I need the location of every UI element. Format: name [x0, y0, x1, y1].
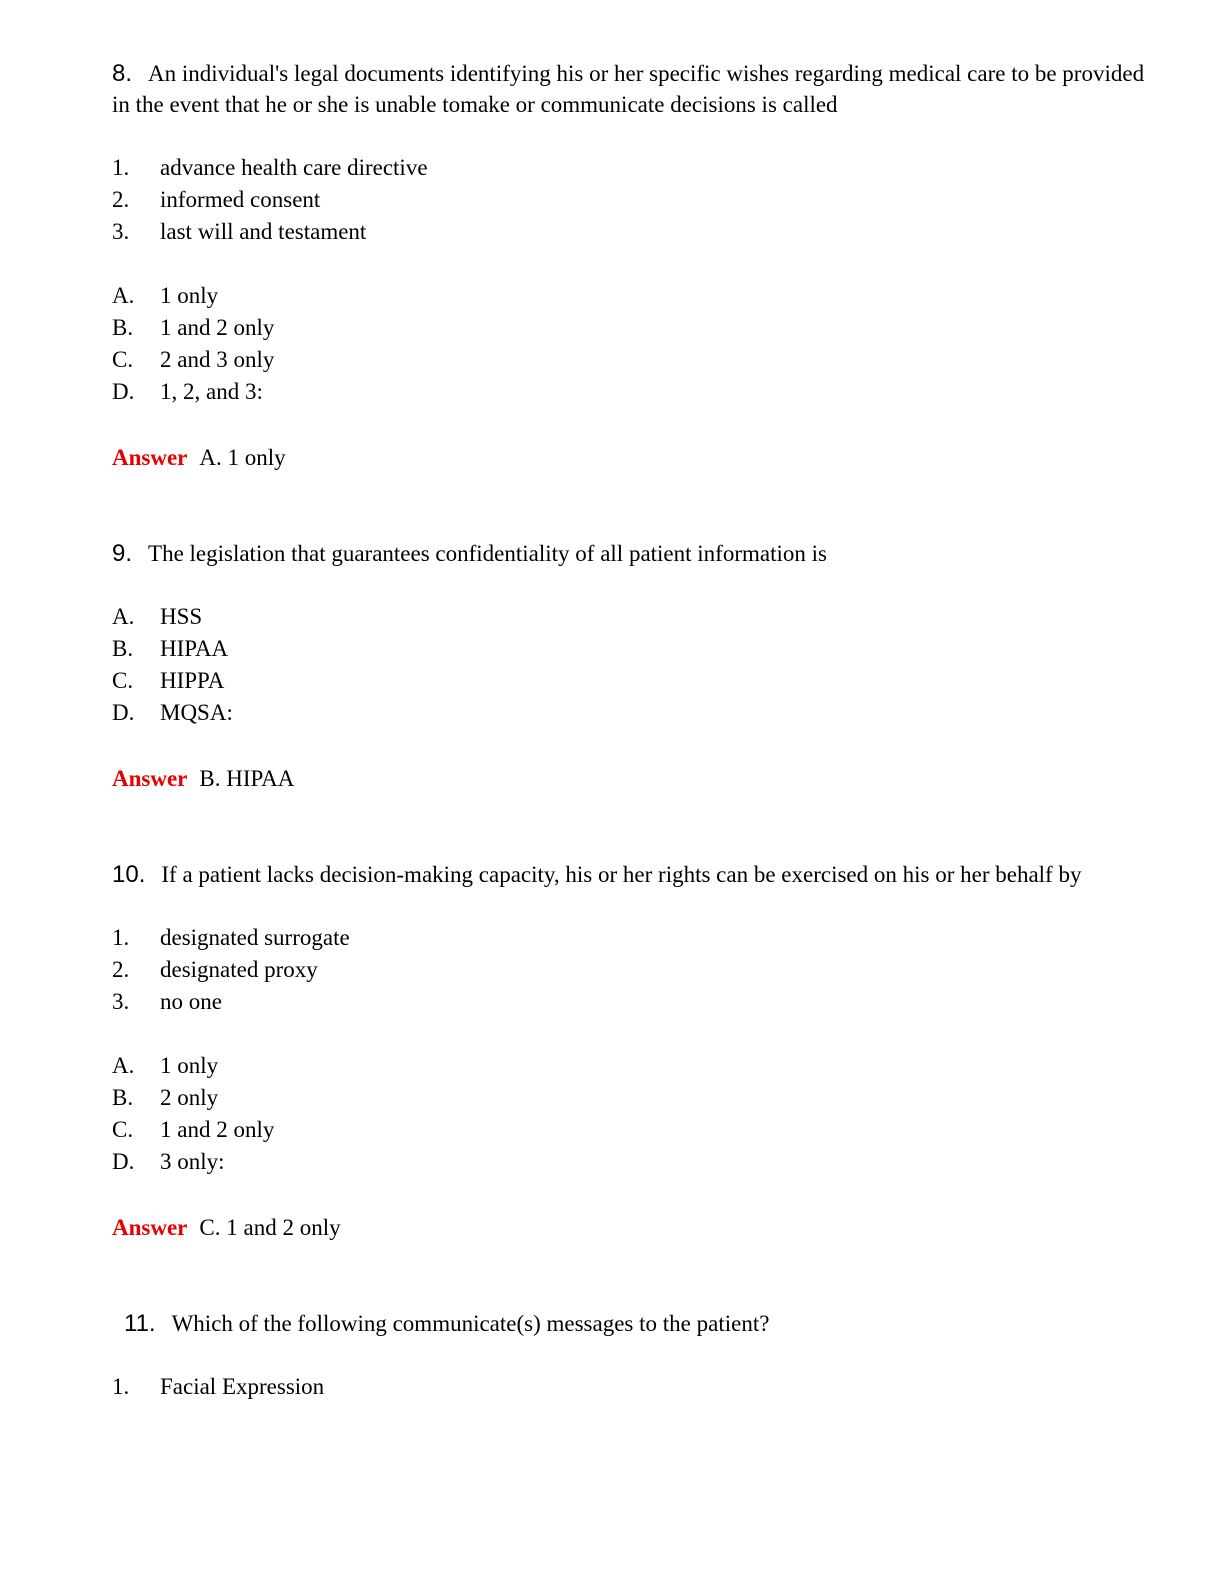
choice-label: C. — [112, 1117, 134, 1142]
choice-label: B. — [112, 1085, 134, 1110]
question-11 — [112, 1308, 1154, 1403]
item-label: 1. — [112, 155, 130, 180]
item-text: no one — [160, 989, 222, 1014]
choice-label: B. — [112, 315, 134, 340]
question-text: Which of the following communicate(s) messages to the patient? — [171, 1311, 770, 1336]
choice-item — [112, 312, 1154, 344]
choice-item — [112, 1082, 1154, 1114]
question-number: 11. — [124, 1310, 156, 1337]
answer-label: Answer — [112, 1215, 188, 1240]
answer-line — [112, 1212, 1154, 1244]
answer-label: Answer — [112, 445, 188, 470]
choice-text: 1, 2, and 3: — [160, 379, 263, 404]
choice-item — [112, 697, 1154, 729]
choice-label: A. — [112, 283, 135, 308]
question-number: 10. — [112, 861, 146, 888]
answer-line — [112, 442, 1154, 474]
item-label: 1. — [112, 925, 130, 950]
choice-text: 1 and 2 only — [160, 315, 275, 340]
choice-list — [112, 1050, 1154, 1178]
answer-text: C. 1 and 2 only — [199, 1215, 341, 1240]
item-text: Facial Expression — [160, 1374, 325, 1399]
choice-text: 1 only — [160, 1053, 219, 1078]
answer-text: A. 1 only — [199, 445, 286, 470]
numbered-item-list — [112, 1371, 1154, 1403]
choice-item — [112, 633, 1154, 665]
choice-item — [112, 1050, 1154, 1082]
question-heading — [112, 859, 1152, 890]
answer-line — [112, 763, 1154, 795]
choice-list — [112, 280, 1154, 408]
choice-text: 1 and 2 only — [160, 1117, 275, 1142]
item-text: designated surrogate — [160, 925, 350, 950]
list-item — [112, 152, 1154, 184]
list-item — [112, 184, 1154, 216]
choice-item — [112, 1114, 1154, 1146]
question-heading — [112, 538, 1152, 569]
answer-text: B. HIPAA — [199, 766, 295, 791]
item-label: 3. — [112, 219, 130, 244]
item-text: designated proxy — [160, 957, 318, 982]
item-label: 2. — [112, 957, 130, 982]
choice-label: C. — [112, 347, 134, 372]
list-item — [112, 1371, 1154, 1403]
item-text: advance health care directive — [160, 155, 428, 180]
list-item — [112, 922, 1154, 954]
question-number: 8. — [112, 60, 133, 87]
choice-label: C. — [112, 668, 134, 693]
choice-text: 1 only — [160, 283, 219, 308]
list-item — [112, 954, 1154, 986]
choice-text: MQSA: — [160, 700, 233, 725]
choice-item — [112, 280, 1154, 312]
choice-label: A. — [112, 604, 135, 629]
question-8 — [112, 58, 1154, 474]
choice-text: 2 and 3 only — [160, 347, 275, 372]
choice-label: B. — [112, 636, 134, 661]
choice-list — [112, 601, 1154, 729]
choice-item — [112, 344, 1154, 376]
question-heading — [112, 1308, 1154, 1339]
choice-text: HSS — [160, 604, 203, 629]
choice-label: D. — [112, 700, 135, 725]
item-text: last will and testament — [160, 219, 367, 244]
question-number: 9. — [112, 540, 133, 567]
answer-label: Answer — [112, 766, 188, 791]
choice-label: D. — [112, 379, 135, 404]
choice-item — [112, 665, 1154, 697]
numbered-item-list — [112, 922, 1154, 1018]
question-10 — [112, 859, 1154, 1244]
choice-text: 2 only — [160, 1085, 219, 1110]
choice-text: 3 only: — [160, 1149, 225, 1174]
choice-item — [112, 1146, 1154, 1178]
question-heading — [112, 58, 1152, 120]
item-text: informed consent — [160, 187, 321, 212]
question-text: An individual's legal documents identifying his or her specific wishes regarding medical care to be provided in the event that he or she is unable tomake or communicate decisions is called — [112, 61, 1145, 117]
list-item — [112, 216, 1154, 248]
choice-text: HIPAA — [160, 636, 229, 661]
question-text: If a patient lacks decision-making capacity, his or her rights can be exercised on his or her behalf by — [161, 862, 1082, 887]
question-9 — [112, 538, 1154, 795]
list-item — [112, 986, 1154, 1018]
numbered-item-list — [112, 152, 1154, 248]
choice-item — [112, 376, 1154, 408]
choice-label: D. — [112, 1149, 135, 1174]
question-text: The legislation that guarantees confidentiality of all patient information is — [148, 541, 827, 566]
item-label: 1. — [112, 1374, 130, 1399]
item-label: 2. — [112, 187, 130, 212]
choice-item — [112, 601, 1154, 633]
item-label: 3. — [112, 989, 130, 1014]
choice-label: A. — [112, 1053, 135, 1078]
choice-text: HIPPA — [160, 668, 225, 693]
